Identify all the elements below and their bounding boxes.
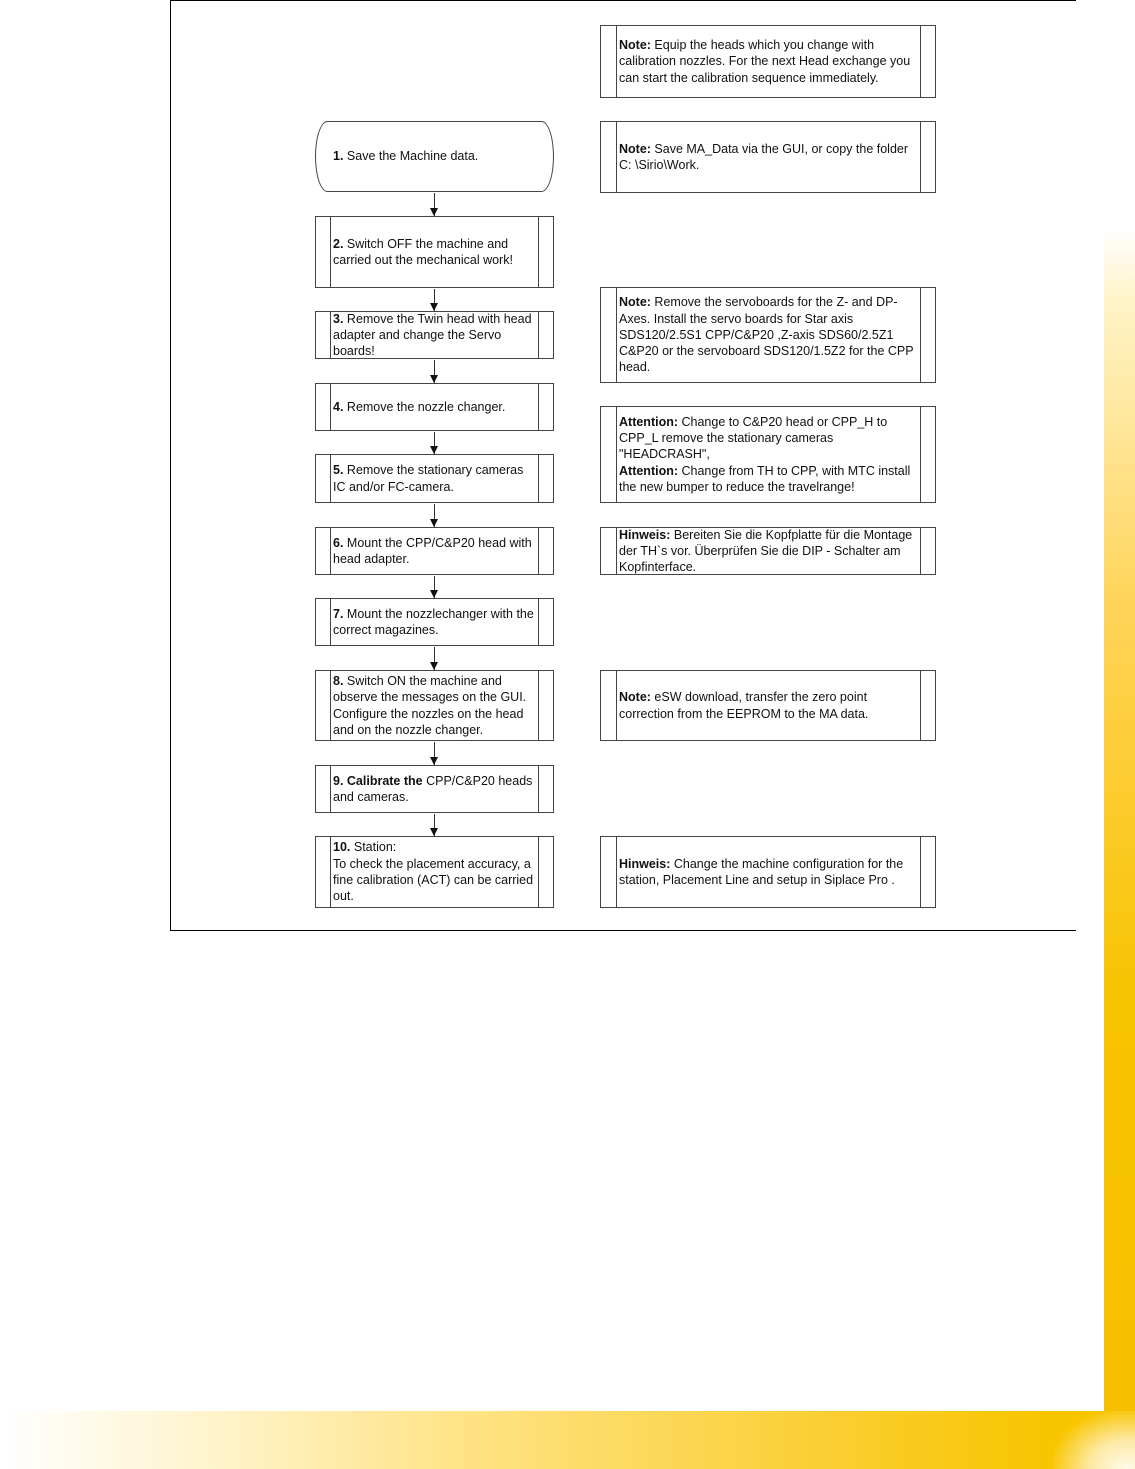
- step-4-number: 4.: [333, 399, 344, 414]
- note-5-label: Hinweis:: [619, 527, 671, 542]
- arrow-1-2: [429, 193, 440, 216]
- step-7-box: [315, 598, 554, 646]
- arrow-9-10: [429, 814, 440, 836]
- note-hinweis-configuration: [600, 836, 936, 908]
- step-1-text: Save the Machine data.: [343, 149, 479, 164]
- arrow-7-8: [429, 647, 440, 670]
- note-esw-download: [600, 670, 936, 741]
- step-7-text: Mount the nozzlechanger with the correct magazines.: [333, 606, 534, 637]
- arrow-6-7: [429, 576, 440, 598]
- note-4-text-2: Change from TH to CPP, with MTC install the new bumper to reduce the travelrange!: [619, 463, 911, 494]
- step-9-number: 9. Calibrate the: [333, 773, 423, 788]
- note-calibration-nozzles: [600, 25, 936, 98]
- note-2-label: Note:: [619, 141, 651, 156]
- note-3-text: Remove the servoboards for the Z- and DP-Axes. Install the servo boards for Star axis SDS120/2.5S1 CPP/C&P20 ,Z-axis SDS60/2.5Z1 C&P20 or the servoboard SDS120/1.5Z2 for the CPP head.: [619, 295, 914, 375]
- note-4-label: Attention:: [619, 414, 679, 429]
- arrow-2-3: [429, 289, 440, 311]
- arrow-5-6: [429, 504, 440, 527]
- note-6-label: Note:: [619, 690, 651, 705]
- step-9-box: [315, 765, 554, 813]
- note-hinweis-kopfplatte: [600, 527, 936, 575]
- note-4-label-2: Attention:: [619, 463, 679, 478]
- note-2-text: Save MA_Data via the GUI, or copy the folder C: \Sirio\Work.: [619, 141, 909, 172]
- note-1-text: Equip the heads which you change with calibration nozzles. For the next Head exchange you can start the calibration sequence immediately.: [619, 38, 911, 85]
- arrow-4-5: [429, 432, 440, 454]
- step-9-text: CPP/C&P20 heads and cameras.: [333, 773, 533, 804]
- step-10-number: 10.: [333, 840, 351, 855]
- step-2-number: 2.: [333, 236, 344, 251]
- note-7-label: Hinweis:: [619, 856, 671, 871]
- step-2-box: [315, 216, 554, 288]
- step-8-text: Switch ON the machine and observe the messages on the GUI. Configure the nozzles on the head and on the nozzle changer.: [333, 673, 527, 737]
- decorative-side-strip: [1104, 0, 1135, 1469]
- note-7-text: Change the machine configuration for the station, Placement Line and setup in Siplace Pro .: [619, 856, 904, 887]
- step-3-text: Remove the Twin head with head adapter and change the Servo boards!: [333, 311, 532, 359]
- step-4-text: Remove the nozzle changer.: [343, 399, 506, 414]
- decorative-footer-band: [0, 1411, 1135, 1469]
- step-6-text: Mount the CPP/C&P20 head with head adapter.: [333, 535, 532, 566]
- note-1-label: Note:: [619, 38, 651, 53]
- note-servoboards: [600, 287, 936, 383]
- arrow-3-4: [429, 360, 440, 383]
- step-6-number: 6.: [333, 535, 344, 550]
- step-2-text: Switch OFF the machine and carried out the mechanical work!: [333, 236, 513, 267]
- step-8-number: 8.: [333, 673, 344, 688]
- decorative-corner-swoosh: [1053, 1411, 1135, 1469]
- step-3-box: [315, 311, 554, 359]
- step-1-number: 1.: [333, 149, 344, 164]
- step-5-number: 5.: [333, 463, 344, 478]
- arrow-8-9: [429, 742, 440, 765]
- note-3-label: Note:: [619, 295, 651, 310]
- note-6-text: eSW download, transfer the zero point correction from the EEPROM to the MA data.: [619, 690, 869, 721]
- note-4-text: Change to C&P20 head or CPP_H to CPP_L remove the stationary cameras "HEADCRASH",: [619, 414, 888, 462]
- step-3-number: 3.: [333, 311, 344, 326]
- step-1-box: [315, 121, 554, 192]
- note-attention-cameras: [600, 406, 936, 503]
- note-5-text: Bereiten Sie die Kopfplatte für die Montage der TH`s vor. Überprüfen Sie die DIP - Schalter am Kopfinterface.: [619, 527, 913, 575]
- note-save-ma-data: [600, 121, 936, 193]
- step-5-text: Remove the stationary cameras IC and/or FC-camera.: [333, 463, 524, 494]
- step-5-box: [315, 454, 554, 503]
- step-10-text: Station: To check the placement accuracy, a fine calibration (ACT) can be carried out.: [333, 840, 534, 904]
- step-7-number: 7.: [333, 606, 344, 621]
- step-6-box: [315, 527, 554, 575]
- step-8-box: [315, 670, 554, 741]
- step-4-box: [315, 383, 554, 431]
- step-10-box: [315, 836, 554, 908]
